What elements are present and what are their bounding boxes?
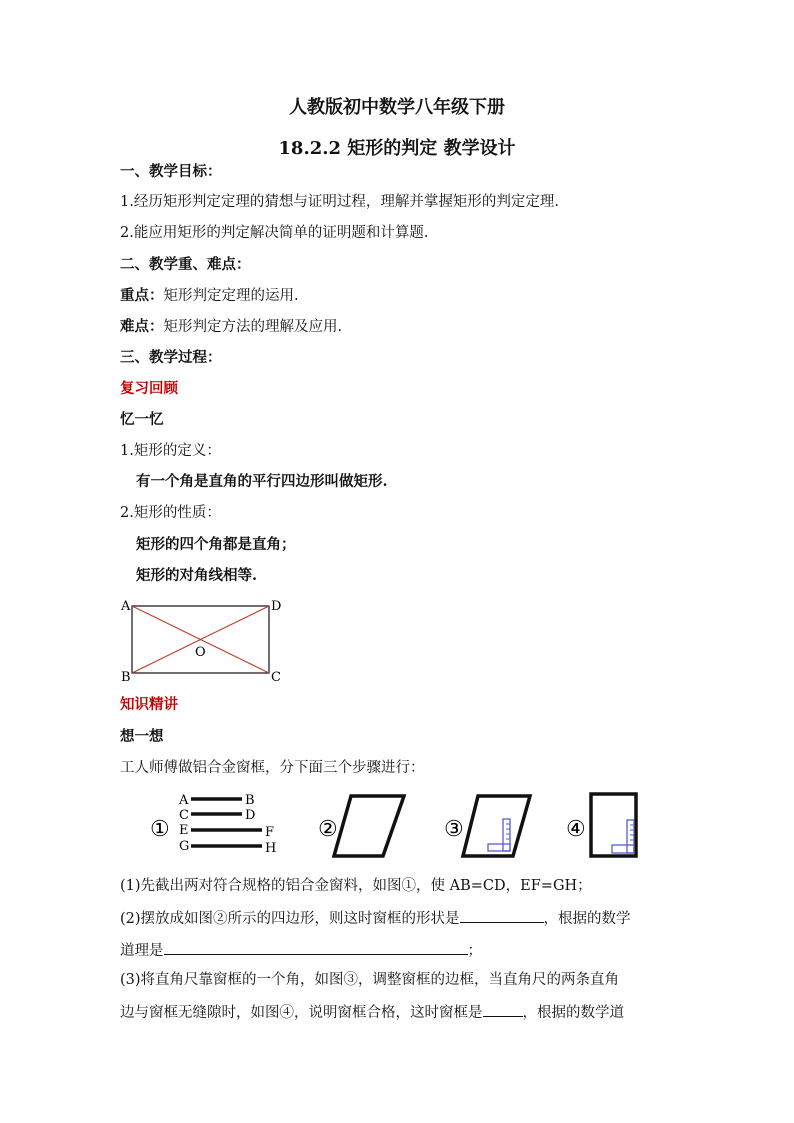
figure-3-number: ③ bbox=[444, 817, 464, 842]
question-3-suffix: ，根据的数学道 bbox=[522, 1005, 624, 1021]
property-label: 2.矩形的性质： bbox=[120, 505, 221, 521]
key-point-text: 矩形判定定理的运用. bbox=[163, 288, 299, 304]
fig1-label-a: A bbox=[179, 793, 189, 808]
fig1-label-c: C bbox=[179, 808, 189, 823]
recall-heading: 忆一忆 bbox=[120, 411, 164, 428]
question-2-end: ； bbox=[467, 943, 482, 959]
fig1-label-g: G bbox=[179, 839, 190, 854]
think-heading: 想一想 bbox=[120, 728, 164, 745]
figure-4-number: ④ bbox=[566, 817, 586, 842]
goal-2: 2.能应用矩形的判定解决简单的证明题和计算题. bbox=[120, 225, 429, 241]
key-point-line bbox=[120, 286, 299, 306]
question-2-line bbox=[120, 907, 631, 929]
rectangle-diagram bbox=[115, 594, 290, 686]
question-3-text: 边与窗框无缝隙时，如图④，说明窗框合格，这时窗框是 bbox=[120, 1005, 483, 1021]
figure-2-number: ② bbox=[318, 817, 338, 842]
definition-label: 1.矩形的定义： bbox=[120, 443, 221, 459]
worker-intro: 工人师傅做铝合金窗框，分下面三个步骤进行： bbox=[120, 760, 425, 776]
window-frame-figures bbox=[148, 786, 668, 862]
label-b: B bbox=[121, 670, 131, 685]
label-d: D bbox=[271, 599, 282, 614]
label-c: C bbox=[271, 670, 281, 685]
label-o: O bbox=[195, 645, 206, 660]
label-a: A bbox=[121, 599, 131, 614]
square-ruler-3 bbox=[488, 819, 510, 851]
question-3-line-2 bbox=[120, 1001, 624, 1023]
question-3-line-1: (3)将直角尺靠窗框的一个角，如图③，调整窗框的边框，当直角尺的两条直角 bbox=[120, 972, 620, 988]
fig1-label-h: H bbox=[265, 841, 277, 856]
answer-blank-shape[interactable] bbox=[460, 907, 544, 923]
knowledge-heading: 知识精讲 bbox=[120, 696, 178, 713]
question-2-reason-label: 道理是 bbox=[120, 943, 164, 959]
fig1-label-e: E bbox=[179, 823, 189, 838]
difficulty-line bbox=[120, 317, 342, 337]
rectangular-frame bbox=[591, 794, 636, 856]
property-2: 矩形的对角线相等. bbox=[136, 567, 258, 584]
difficulty-label: 难点： bbox=[120, 318, 164, 335]
question-2-line-2 bbox=[120, 939, 482, 961]
key-point-label: 重点： bbox=[120, 287, 164, 304]
fig1-label-d: D bbox=[245, 808, 256, 823]
review-heading: 复习回顾 bbox=[120, 380, 178, 397]
parallelogram-frame bbox=[334, 796, 404, 856]
definition-text: 有一个角是直角的平行四边形叫做矩形. bbox=[136, 473, 388, 490]
answer-blank-reason[interactable] bbox=[164, 939, 468, 955]
goal-1: 1.经历矩形判定定理的猜想与证明过程，理解并掌握矩形的判定定理. bbox=[120, 194, 559, 210]
fig1-label-b: B bbox=[245, 793, 255, 808]
section-heading-process: 三、教学过程： bbox=[120, 349, 222, 366]
doc-title: 人教版初中数学八年级下册 bbox=[289, 97, 505, 118]
question-1: (1)先截出两对符合规格的铝合金窗料，如图①，使 AB=CD，EF=GH； bbox=[120, 878, 592, 894]
answer-blank-frame[interactable] bbox=[483, 1001, 523, 1017]
fig1-label-f: F bbox=[265, 825, 275, 840]
adjusting-frame bbox=[463, 796, 530, 856]
section-heading-goals: 一、教学目标： bbox=[120, 163, 222, 180]
difficulty-text: 矩形判定方法的理解及应用. bbox=[163, 319, 343, 335]
question-2-suffix: ，根据的数学 bbox=[543, 911, 631, 927]
property-1: 矩形的四个角都是直角； bbox=[136, 536, 296, 553]
section-heading-key-points: 二、教学重、难点： bbox=[120, 256, 251, 273]
question-2-text: (2)摆放成如图②所示的四边形，则这时窗框的形状是 bbox=[120, 911, 460, 927]
square-ruler-4 bbox=[612, 820, 634, 853]
figure-1-number: ① bbox=[150, 817, 170, 842]
doc-subtitle: 18.2.2 矩形的判定 教学设计 bbox=[278, 138, 516, 159]
